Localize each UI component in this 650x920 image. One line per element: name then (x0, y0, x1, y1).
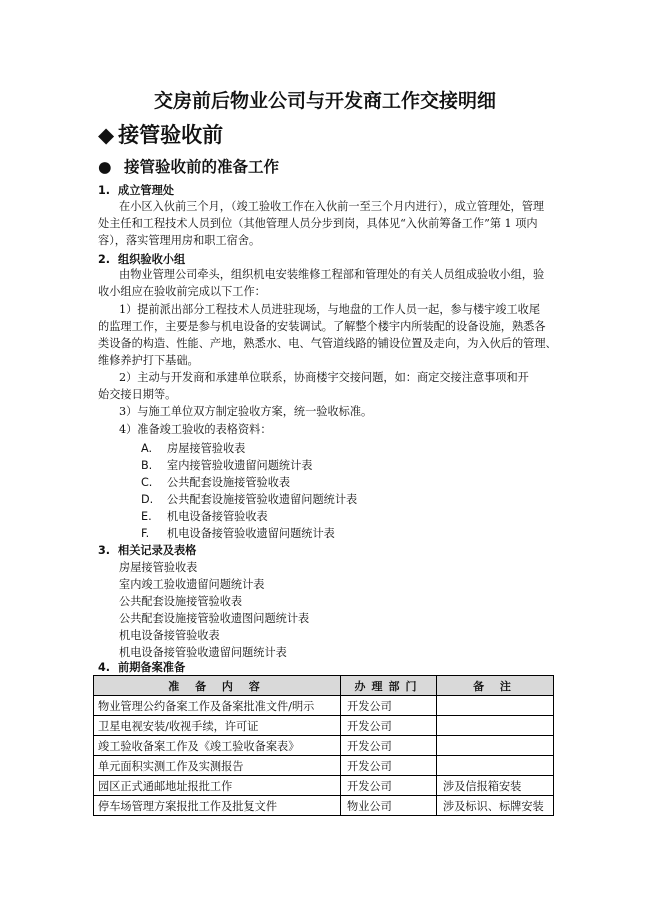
preparation-table (93, 675, 554, 816)
list-item-key: B. (141, 459, 153, 472)
record-item: 机电设备接管验收表 (119, 629, 220, 642)
table-cell (437, 736, 554, 756)
diamond-bullet-icon: ◆ (98, 123, 115, 147)
list-item-text: 机电设备接管验收遗留问题统计表 (167, 527, 335, 540)
subheading-preparation (98, 155, 279, 177)
document-title: 交房前后物业公司与开发商工作交接明细 (153, 90, 496, 112)
heading-takeover-before (98, 119, 223, 149)
record-item: 室内竣工验收遗留问题统计表 (119, 578, 265, 591)
table-cell: 涉及标识、标牌安装 (437, 796, 554, 816)
table-cell: 开发公司 (341, 776, 437, 796)
record-item: 机电设备接管验收遗留问题统计表 (119, 646, 287, 659)
paragraph-line: 收小组应在验收前完成以下工作： (98, 285, 266, 298)
list-item (141, 440, 245, 456)
table-row (94, 696, 554, 716)
table-header-row (94, 676, 554, 696)
section-heading (98, 251, 185, 267)
paragraph-line: 容），落实管理用房和职工宿舍。 (98, 234, 261, 247)
table-row (94, 716, 554, 736)
section-heading (98, 659, 185, 675)
list-item (141, 474, 290, 490)
section-heading (98, 182, 174, 198)
section-number: 4. (98, 661, 111, 674)
paragraph-line: 1）提前派出部分工程技术人员进驻现场，与地盘的工作人员一起，参与楼宇竣工收尾 (119, 303, 541, 316)
table-cell: 园区正式通邮地址报批工作 (94, 776, 341, 796)
table-cell: 物业公司 (341, 796, 437, 816)
list-item-key: C. (141, 476, 153, 489)
paragraph-line: 维修养护打下基础。 (98, 354, 199, 367)
table-cell: 开发公司 (341, 736, 437, 756)
paragraph-line: 4）准备竣工验收的表格资料： (119, 423, 272, 436)
list-item-text: 公共配套设施接管验收遗留问题统计表 (167, 493, 358, 506)
record-item: 房屋接管验收表 (119, 561, 198, 574)
table-row (94, 796, 554, 816)
table-cell: 单元面积实测工作及实测报告 (94, 756, 341, 776)
table-cell: 涉及信报箱安装 (437, 776, 554, 796)
paragraph-line: 在小区入伙前三个月，（竣工验收工作在入伙前一至三个月内进行），成立管理处，管理 (119, 200, 545, 213)
table-cell: 竣工验收备案工作及《竣工验收备案表》 (94, 736, 341, 756)
list-item (141, 491, 357, 507)
section-title: 前期备案准备 (118, 661, 186, 674)
list-item-text: 公共配套设施接管验收表 (167, 476, 291, 489)
section-title: 成立管理处 (118, 184, 174, 197)
section-number: 3. (98, 544, 111, 557)
table-cell: 开发公司 (341, 696, 437, 716)
column-header-content: 准 备 内 容 (94, 676, 341, 696)
heading-text: 接管验收前 (118, 123, 224, 147)
table-cell: 开发公司 (341, 756, 437, 776)
paragraph-line: 始交接日期等。 (98, 388, 177, 401)
section-title: 相关记录及表格 (118, 544, 197, 557)
record-item: 公共配套设施接管验收遗图问题统计表 (119, 612, 310, 625)
table-row (94, 736, 554, 756)
table-cell: 物业管理公约备案工作及备案批准文件/明示 (94, 696, 341, 716)
paragraph-line: 2）主动与开发商和承建单位联系，协商楼宇交接问题，如：商定交接注意事项和开 (119, 371, 529, 384)
table-cell: 卫星电视安装/收视手续，许可证 (94, 716, 341, 736)
list-item-key: A. (141, 442, 153, 455)
section-title: 组织验收小组 (118, 253, 186, 266)
list-item (141, 525, 335, 541)
list-item-key: F. (141, 527, 150, 540)
paragraph-line: 由物业管理公司牵头，组织机电安装维修工程部和管理处的有关人员组成验收小组，验 (119, 268, 545, 281)
list-item-text: 机电设备接管验收表 (167, 510, 268, 523)
section-number: 2. (98, 253, 111, 266)
paragraph-line: 的监理工作，主要是参与机电设备的安装调试。了解整个楼宇内所装配的设备设施，熟悉各 (98, 320, 546, 333)
column-header-department: 办理部门 (341, 676, 437, 696)
paragraph-line: 类设备的构造、性能、产地，熟悉水、电、气管道线路的铺设位置及走向，为入伙后的管理、 (98, 337, 557, 350)
section-number: 1. (98, 184, 111, 197)
table-cell (437, 756, 554, 776)
list-item-key: E. (141, 510, 152, 523)
paragraph-line: 处主任和工程技术人员到位（其他管理人员分步到岗，具体见“入伙前筹备工作”第 1 项内 (98, 217, 538, 230)
dot-bullet-icon: ● (98, 158, 112, 176)
list-item-text: 房屋接管验收表 (167, 442, 246, 455)
list-item (141, 508, 268, 524)
paragraph-line: 3）与施工单位双方制定验收方案，统一验收标准。 (119, 405, 373, 418)
table-cell (437, 716, 554, 736)
record-item: 公共配套设施接管验收表 (119, 595, 243, 608)
list-item-key: D. (141, 493, 154, 506)
list-item (141, 457, 312, 473)
table-cell (437, 696, 554, 716)
column-header-remarks: 备 注 (437, 676, 554, 696)
section-heading (98, 542, 196, 558)
subheading-text: 接管验收前的准备工作 (124, 158, 280, 176)
table-row (94, 756, 554, 776)
table-cell: 停车场管理方案报批工作及批复文件 (94, 796, 341, 816)
table-cell: 开发公司 (341, 716, 437, 736)
table-row (94, 776, 554, 796)
list-item-text: 室内接管验收遗留问题统计表 (167, 459, 313, 472)
